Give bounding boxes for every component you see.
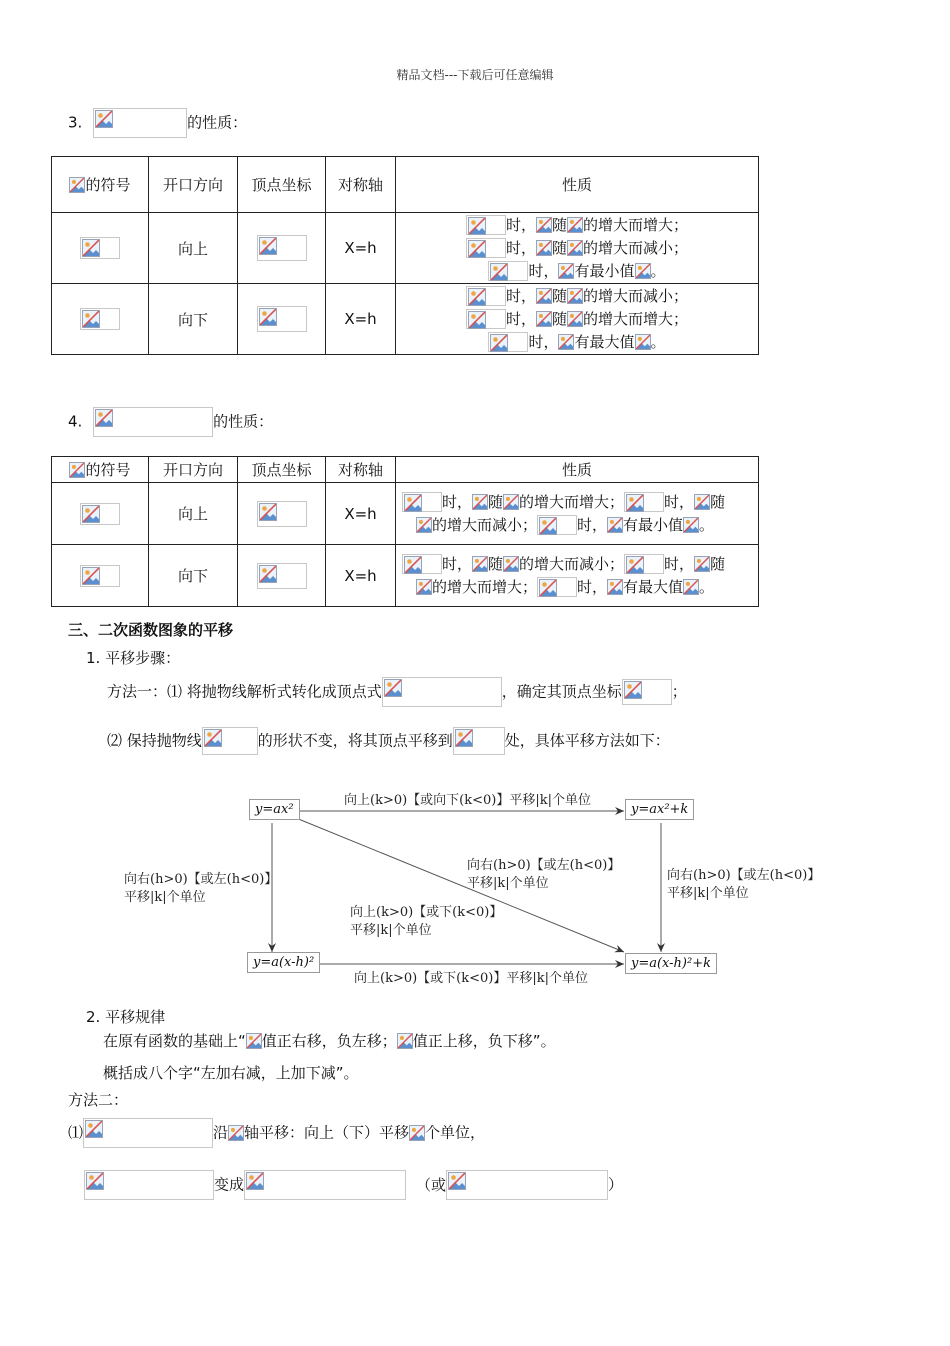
header-props: 性质	[396, 457, 759, 483]
label-diagonal-b1: 向上(k>0)【或下(k<0)】	[350, 905, 503, 920]
section-4-suffix: 的性质：	[213, 412, 274, 431]
section-4-number: 4.	[68, 412, 83, 431]
label-diagonal-a1: 向右(h>0)【或左(h<0)】	[467, 858, 621, 873]
rule-heading: 2. 平移规律	[86, 1008, 166, 1026]
props-cell: 时， 随 的增大而增大； 时， 随 的增大而减小； 时， 有最小值 。	[396, 213, 759, 284]
header-vertex: 顶点坐标	[238, 457, 326, 483]
section-title: 三、二次函数图象的平移	[68, 621, 234, 639]
label-diagonal-a2: 平移|k|个单位	[467, 876, 549, 891]
header-sign: 的符号	[52, 157, 149, 213]
label-diagonal-b2: 平移|k|个单位	[350, 923, 432, 938]
header-open: 开口方向	[149, 157, 238, 213]
formula-box-bottom-right: y=a(x-h)²+k	[625, 953, 717, 974]
formula-box-top-right: y=ax²+k	[625, 799, 694, 820]
open-cell: 向上	[149, 483, 238, 545]
label-top: 向上(k>0)【或向下(k<0)】平移|k|个单位	[344, 793, 592, 808]
header-vertex: 顶点坐标	[238, 157, 326, 213]
label-left-1: 向右(h>0)【或左(h<0)】	[124, 872, 278, 887]
header-open: 开口方向	[149, 457, 238, 483]
axis-cell: X=h	[326, 284, 396, 355]
props-cell: 时， 随 的增大而增大； 时， 随 的增大而减小； 时， 有最小值 。	[396, 483, 759, 545]
method-2-line: ⑵ 保持抛物线 的形状不变，将其顶点平移到 处，具体平移方法如下：	[107, 727, 670, 755]
props-cell: 时， 随 的增大而减小； 时， 随 的增大而增大； 时， 有最大值 。	[396, 284, 759, 355]
section-3-number: 3.	[68, 113, 83, 132]
header-props: 性质	[396, 157, 759, 213]
label-right-2: 平移|k|个单位	[667, 886, 749, 901]
open-cell: 向下	[149, 545, 238, 607]
method-2-line-1: ⑴ 沿 轴平移：向上（下）平移 个单位，	[68, 1118, 485, 1148]
props-cell: 时， 随 的增大而减小； 时， 随 的增大而增大； 时， 有最大值 。	[396, 545, 759, 607]
formula-image	[84, 1170, 214, 1200]
arrow-diagonal	[296, 818, 624, 952]
header-sign: 的符号	[52, 457, 149, 483]
open-cell: 向上	[149, 213, 238, 284]
axis-cell: X=h	[326, 213, 396, 284]
label-right-1: 向右(h>0)【或左(h<0)】	[667, 868, 821, 883]
formula-box-bottom-left: y=a(x-h)²	[247, 952, 320, 973]
formula-box-top-left: y=ax²	[249, 799, 300, 820]
header-axis: 对称轴	[326, 157, 396, 213]
method-1-line: 方法一：⑴ 将抛物线解析式转化成顶点式 ，确定其顶点坐标 ；	[107, 677, 687, 707]
method-2-heading: 方法二：	[68, 1091, 129, 1109]
rule-line-2: 概括成八个字“左加右减，上加下减”。	[103, 1064, 359, 1082]
open-cell: 向下	[149, 284, 238, 355]
label-bottom: 向上(k>0)【或下(k<0)】平移|k|个单位	[354, 971, 589, 986]
method-2-line-2: 变成 （或 ）	[84, 1170, 623, 1200]
step-1-heading: 1. 平移步骤：	[86, 649, 181, 667]
axis-cell: X=h	[326, 545, 396, 607]
page-header: 精品文档---下载后可任意编辑	[396, 68, 554, 82]
formula-image	[83, 1118, 213, 1148]
formula-image	[446, 1170, 608, 1200]
label-left-2: 平移|k|个单位	[124, 890, 206, 905]
formula-image	[244, 1170, 406, 1200]
axis-cell: X=h	[326, 483, 396, 545]
section-3-suffix: 的性质：	[187, 113, 248, 132]
header-axis: 对称轴	[326, 457, 396, 483]
rule-line-1: 在原有函数的基础上“ 值正右移，负左移； 值正上移，负下移”。	[103, 1032, 556, 1050]
